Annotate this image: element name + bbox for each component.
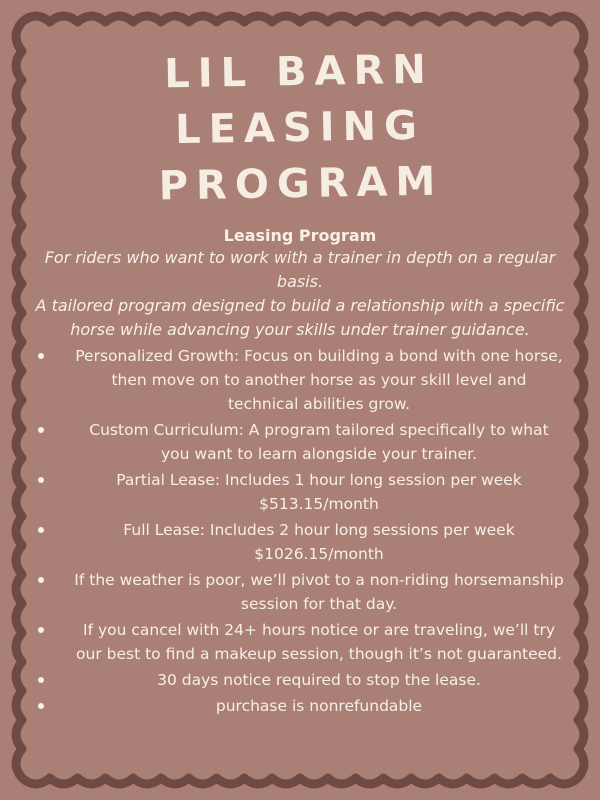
intro-line-2: A tailored program designed to build a relationship with a specific horse while advancing your skills under trainer guidance. <box>35 296 565 339</box>
bullet-dot-icon <box>38 577 44 583</box>
bullet-text: Full Lease: Includes 2 hour long sessions per week $1026.15/month <box>123 521 515 563</box>
bullet-text: If the weather is poor, we’ll pivot to a non-riding horsemanship session for that day. <box>74 571 564 613</box>
bullet-text: Custom Curriculum: A program tailored specifically to what you want to learn alongside your trainer. <box>89 421 549 463</box>
bullet-dot-icon <box>38 527 44 533</box>
bullet-item <box>30 518 570 566</box>
section-heading: Leasing Program <box>223 226 377 245</box>
intro-line-1: For riders who want to work with a trainer in depth on a regular basis. <box>44 248 556 291</box>
title-line-1: LIL BARN LEASING <box>163 46 435 154</box>
bullet-dot-icon <box>38 477 44 483</box>
flyer-title <box>29 39 572 216</box>
bullet-dot-icon <box>38 427 44 433</box>
bullet-dot-icon <box>38 353 44 359</box>
bullet-item <box>30 618 570 666</box>
bullet-item <box>30 668 570 692</box>
bullet-text: purchase is nonrefundable <box>215 697 423 715</box>
bullet-item <box>30 344 570 416</box>
bullet-text: Personalized Growth: Focus on building a bond with one horse, then move on to another horse as your skill level and technical abilities grow. <box>75 347 563 413</box>
bullet-dot-icon <box>38 627 44 633</box>
flyer-content <box>30 36 570 776</box>
title-line-2: PROGRAM <box>158 158 444 210</box>
bullet-item <box>30 468 570 516</box>
bullet-item <box>30 568 570 616</box>
bullet-list <box>30 344 570 718</box>
bullet-item <box>30 418 570 466</box>
bullet-text: If you cancel with 24+ hours notice or are traveling, we’ll try our best to find a makeup session, though it’s not guaranteed. <box>76 621 562 663</box>
bullet-item <box>30 694 570 718</box>
bullet-text: 30 days notice required to stop the lease. <box>157 671 481 689</box>
bullet-dot-icon <box>38 677 44 683</box>
bullet-dot-icon <box>38 703 44 709</box>
bullet-text: Partial Lease: Includes 1 hour long session per week $513.15/month <box>116 471 522 513</box>
